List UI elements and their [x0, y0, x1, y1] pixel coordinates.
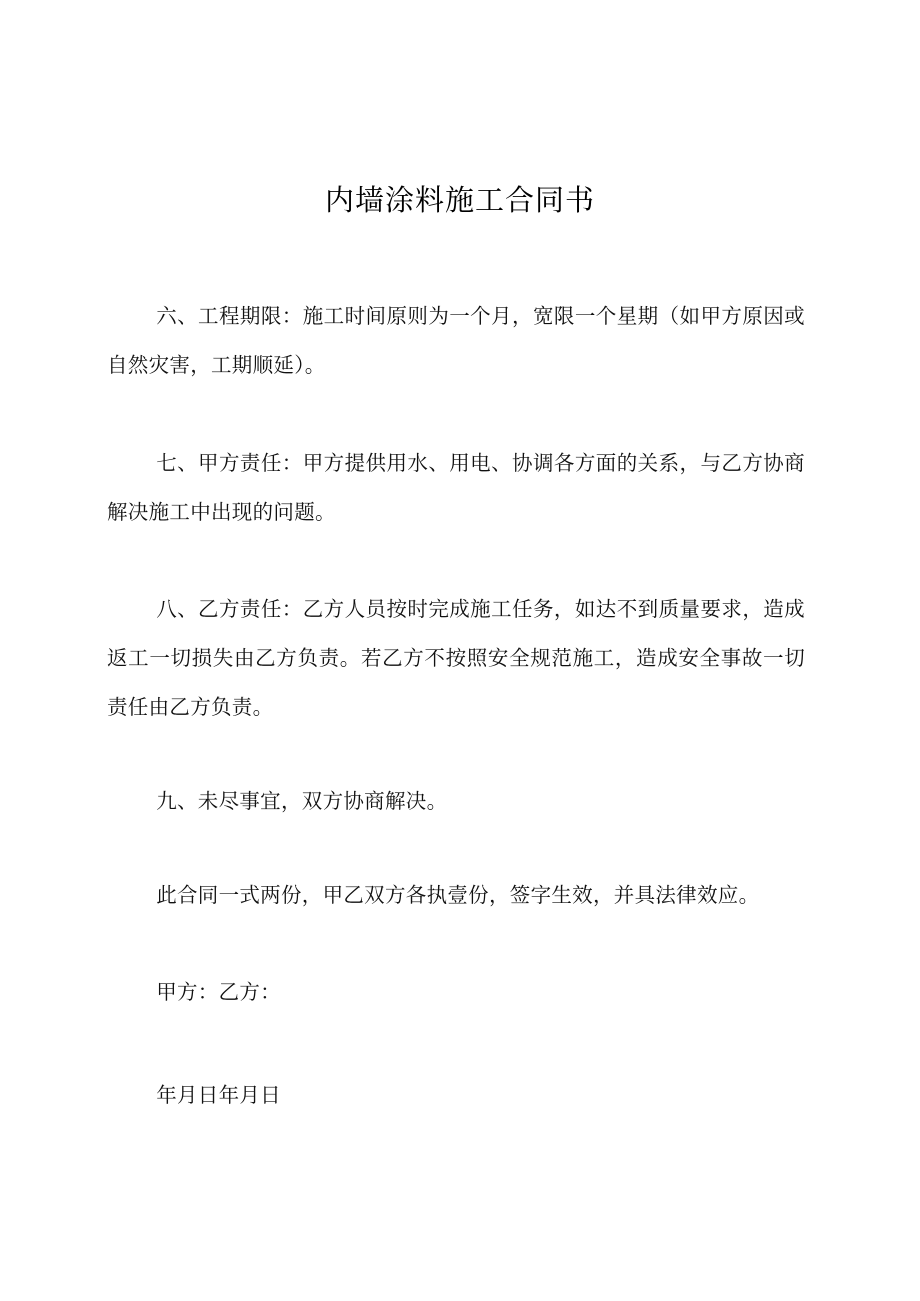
signature-date-line: 年月日年月日: [156, 1082, 281, 1107]
clause-seven-party-a-duty: 七、甲方责任：甲方提供用水、用电、协调各方面的关系，与乙方协商解决施工中出现的问题。: [107, 450, 805, 524]
contract-copies-statement: 此合同一式两份，甲乙双方各执壹份，签字生效，并具法律效应。: [156, 882, 760, 907]
clause-six-duration: 六、工程期限：施工时间原则为一个月，宽限一个星期（如甲方原因或自然灾害，工期顺延）。: [107, 303, 805, 377]
signature-parties-line: 甲方：乙方：: [156, 979, 281, 1004]
clause-nine-other-matters: 九、未尽事宜，双方协商解决。: [156, 788, 448, 813]
document-title: 内墙涂料施工合同书: [324, 183, 595, 217]
clause-eight-party-b-duty: 八、乙方责任：乙方人员按时完成施工任务，如达不到质量要求，造成返工一切损失由乙方负责。若乙方不按照安全规范施工，造成安全事故一切责任由乙方负责。: [107, 596, 805, 719]
